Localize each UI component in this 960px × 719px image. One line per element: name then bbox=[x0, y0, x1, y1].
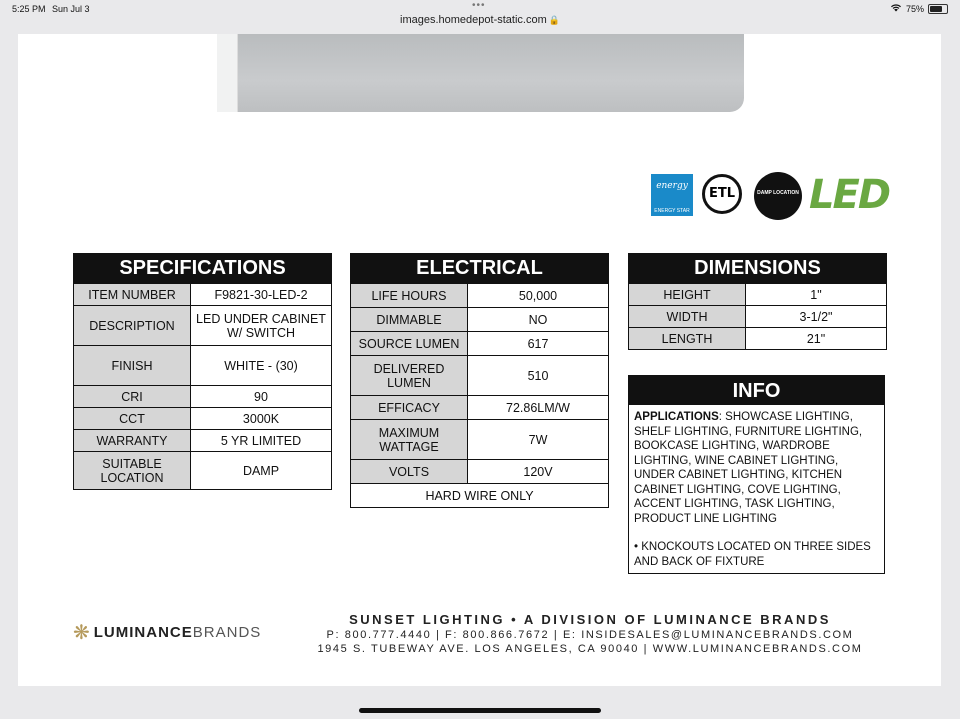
row-label: EFFICACY bbox=[351, 396, 468, 420]
row-value: 120V bbox=[468, 460, 609, 484]
battery-status bbox=[890, 3, 948, 14]
info-box bbox=[628, 375, 885, 574]
row-label: CRI bbox=[74, 386, 191, 408]
applications-text: : SHOWCASE LIGHTING, SHELF LIGHTING, FURNITURE LIGHTING, BOOKCASE LIGHTING, WARDROBE LIGHTING, WINE CABINET LIGHTING, UNDER CABINET LIGHTING, KITCHEN CABINET LIGHTING, COVE LIGHTING, ACCENT LIGHTING, TASK LIGHTING, PRODUCT LINE LIGHTING bbox=[634, 411, 863, 525]
table-row bbox=[351, 460, 609, 484]
certification-logos bbox=[651, 172, 891, 220]
status-time: 5:25 PM bbox=[12, 4, 46, 14]
table-row bbox=[351, 356, 609, 396]
table-row bbox=[351, 420, 609, 460]
status-date: Sun Jul 3 bbox=[52, 4, 90, 14]
hard-wire-note: HARD WIRE ONLY bbox=[351, 484, 609, 508]
table-row bbox=[74, 452, 332, 490]
row-label: LENGTH bbox=[629, 328, 746, 350]
url-bar[interactable] bbox=[0, 14, 960, 34]
row-value: 5 YR LIMITED bbox=[191, 430, 332, 452]
electrical-title: ELECTRICAL bbox=[351, 254, 609, 284]
footer-line-3: 1945 S. TUBEWAY AVE. LOS ANGELES, CA 90040 | WWW.LUMINANCEBRANDS.COM bbox=[317, 643, 863, 655]
table-row bbox=[351, 308, 609, 332]
footer-line-2: P: 800.777.4440 | F: 800.866.7672 | E: INSIDESALES@LUMINANCEBRANDS.COM bbox=[326, 629, 854, 641]
row-label: FINISH bbox=[74, 346, 191, 386]
row-value: WHITE - (30) bbox=[191, 346, 332, 386]
specifications-table bbox=[73, 253, 332, 490]
table-row bbox=[351, 332, 609, 356]
row-label: MAXIMUM WATTAGE bbox=[351, 420, 468, 460]
battery-percent: 75% bbox=[905, 3, 924, 14]
spec-sheet-page bbox=[18, 34, 941, 686]
battery-icon bbox=[928, 4, 948, 14]
lock-icon: 🔒 bbox=[548, 15, 560, 25]
table-row bbox=[629, 306, 887, 328]
table-row bbox=[629, 328, 887, 350]
table-row bbox=[351, 396, 609, 420]
dimensions-title: DIMENSIONS bbox=[629, 254, 887, 284]
row-value: 7W bbox=[468, 420, 609, 460]
row-label: DESCRIPTION bbox=[74, 306, 191, 346]
row-value: 510 bbox=[468, 356, 609, 396]
row-label: WIDTH bbox=[629, 306, 746, 328]
table-row bbox=[74, 408, 332, 430]
row-value: 90 bbox=[191, 386, 332, 408]
row-value: LED UNDER CABINET W/ SWITCH bbox=[191, 306, 332, 346]
row-value: 21" bbox=[746, 328, 887, 350]
row-label: VOLTS bbox=[351, 460, 468, 484]
info-body bbox=[629, 405, 884, 573]
table-row bbox=[629, 284, 887, 306]
footer-line-1: SUNSET LIGHTING • A DIVISION OF LUMINANCE BRANDS bbox=[349, 612, 831, 627]
energy-star-logo: energy ENERGY STAR bbox=[651, 174, 693, 216]
knockouts-note: • KNOCKOUTS LOCATED ON THREE SIDES AND BACK OF FIXTURE bbox=[634, 541, 871, 568]
table-row bbox=[351, 284, 609, 308]
row-label: DELIVERED LUMEN bbox=[351, 356, 468, 396]
row-value: 3-1/2" bbox=[746, 306, 887, 328]
row-value: NO bbox=[468, 308, 609, 332]
electrical-table bbox=[350, 253, 609, 508]
specifications-title: SPECIFICATIONS bbox=[74, 254, 332, 284]
etl-listed-logo: ETL bbox=[702, 174, 742, 214]
sunburst-icon: ❋ bbox=[73, 622, 90, 644]
row-value: 3000K bbox=[191, 408, 332, 430]
home-indicator[interactable] bbox=[359, 708, 601, 713]
row-value: F9821-30-LED-2 bbox=[191, 284, 332, 306]
damp-location-logo: DAMP LOCATION bbox=[754, 172, 802, 220]
row-label: DIMMABLE bbox=[351, 308, 468, 332]
footer-contact bbox=[300, 612, 880, 655]
row-label: SUITABLE LOCATION bbox=[74, 452, 191, 490]
row-value: 50,000 bbox=[468, 284, 609, 308]
dimensions-table bbox=[628, 253, 887, 350]
row-value: 72.86LM/W bbox=[468, 396, 609, 420]
row-value: 1" bbox=[746, 284, 887, 306]
table-row bbox=[74, 386, 332, 408]
url-text: images.homedepot-static.com bbox=[400, 14, 547, 26]
info-title: INFO bbox=[629, 376, 884, 405]
wifi-icon bbox=[890, 3, 902, 14]
row-label: SOURCE LUMEN bbox=[351, 332, 468, 356]
multitask-dots-icon[interactable]: ••• bbox=[472, 0, 486, 11]
row-value: 617 bbox=[468, 332, 609, 356]
row-label: CCT bbox=[74, 408, 191, 430]
row-label: HEIGHT bbox=[629, 284, 746, 306]
table-row bbox=[74, 306, 332, 346]
row-label: WARRANTY bbox=[74, 430, 191, 452]
table-row bbox=[74, 284, 332, 306]
row-label: LIFE HOURS bbox=[351, 284, 468, 308]
row-value: DAMP bbox=[191, 452, 332, 490]
product-image bbox=[217, 34, 744, 112]
applications-label: APPLICATIONS bbox=[634, 411, 719, 423]
row-label: ITEM NUMBER bbox=[74, 284, 191, 306]
table-row bbox=[74, 430, 332, 452]
luminance-brands-logo: ❋ LUMINANCEBRANDS bbox=[73, 622, 262, 644]
table-row bbox=[74, 346, 332, 386]
led-logo: LED bbox=[809, 172, 890, 218]
